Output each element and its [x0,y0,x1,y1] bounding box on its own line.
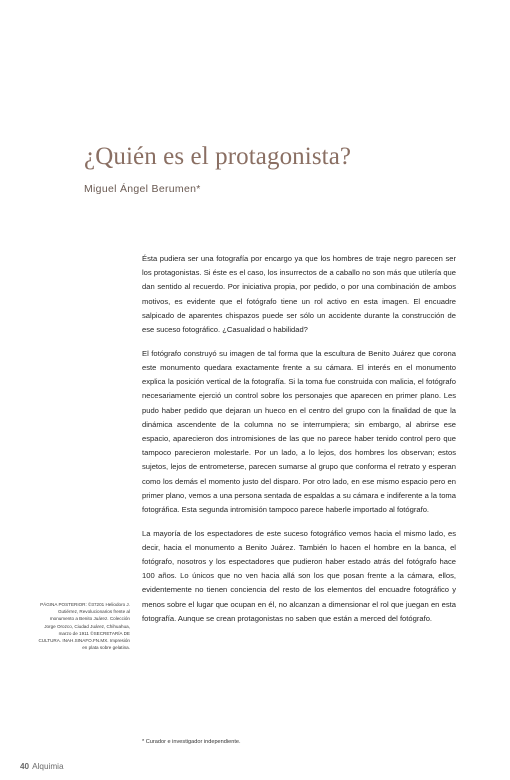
body-paragraph-1: Ésta pudiera ser una fotografía por encargo ya que los hombres de traje negro parecen ser los protagonistas. Si éste es el caso, los insurrectos de a caballo no son más que utilería que dan sentido al recuerdo. Por iniciativa propia, por pedido, o por una combinación de ambos motivos, es evidente que el fotógrafo tiene un rol activo en esta imagen. El encuadre salpicado de aparentes chispazos puede ser sólo un accidente durante la construcción de ese suceso fotográfico. ¿Casualidad o habilidad? [142,254,456,335]
author-footnote: * Curador e investigador independiente. [142,739,241,745]
article-author: Miguel Ángel Berumen* [84,183,201,195]
article-title: ¿Quién es el protagonista? [84,143,352,170]
page-footer [20,762,64,771]
body-paragraph-3: La mayoría de los espectadores de este suceso fotográfico vemos hacia el mismo lado, es decir, hacia el monumento a Benito Juárez. También lo hacen el hombre en la banca, el fotógrafo, nosotros y los espectadores que pudieron haber estado atrás del fotógrafo hace 100 años. Lo únicos que no ven hacia allá son los que posan frente a la cámara, ellos, evidentemente no tienen conciencia del resto de los elementos del encuadre fotográfico y menos sobre el lugar que ocupan en él, no alcanzan a dimensionar el rol que juegan en esta fotografía. Aunque se crean protagonistas no saben que están a merced del fotógrafo. [142,528,456,623]
photo-caption: PÁGINA POSTERIOR: ©37201 Heliodoro J. Gutiérrez, Revolucionarios frente al monumento a Benito Juárez. Colección Jorge Orozco, Ciudad Juárez, Chihuahua, marzo de 1911 ©SECRETARÍA DE CULTURA. INAH.SINAFO.FN.MX. Impresión en plata sobre gelatina. [38,602,130,651]
article-body [142,252,456,636]
body-paragraph-2: El fotógrafo construyó su imagen de tal forma que la escultura de Benito Juárez que corona este monumento quedara exactamente frente a su cámara. El interés en el monumento explica la posición vertical de la fotografía. Si la toma fue construida con malicia, el fotógrafo necesariamente ejerció un control sobre los personajes que aparecen en primer plano. Les pudo haber pedido que dejaran un hueco en el centro del grupo con la finalidad de que la dinámica ascendente de la columna no se interrumpiera; sin embargo, al abrirse ese espacio, aparecieron dos intromisiones de las que no parece haber tenido control pero que tampoco parecieron molestarle. Por un lado, a lo lejos, dos hombres los observan; estos sujetos, lejos de entrometerse, parecen sumarse al grupo que conforma el retrato y esperan como los demás el momento justo del disparo. Por otro lado, en ese mismo espacio pero en primer plano, vemos a una persona sentada de espaldas a su cámara e indiferente a la toma fotográfica. Esta segunda intromisión tampoco parece haberle importado al fotógrafo. [142,348,456,514]
publication-name: Alquimia [32,762,64,771]
page-number: 40 [20,762,30,771]
